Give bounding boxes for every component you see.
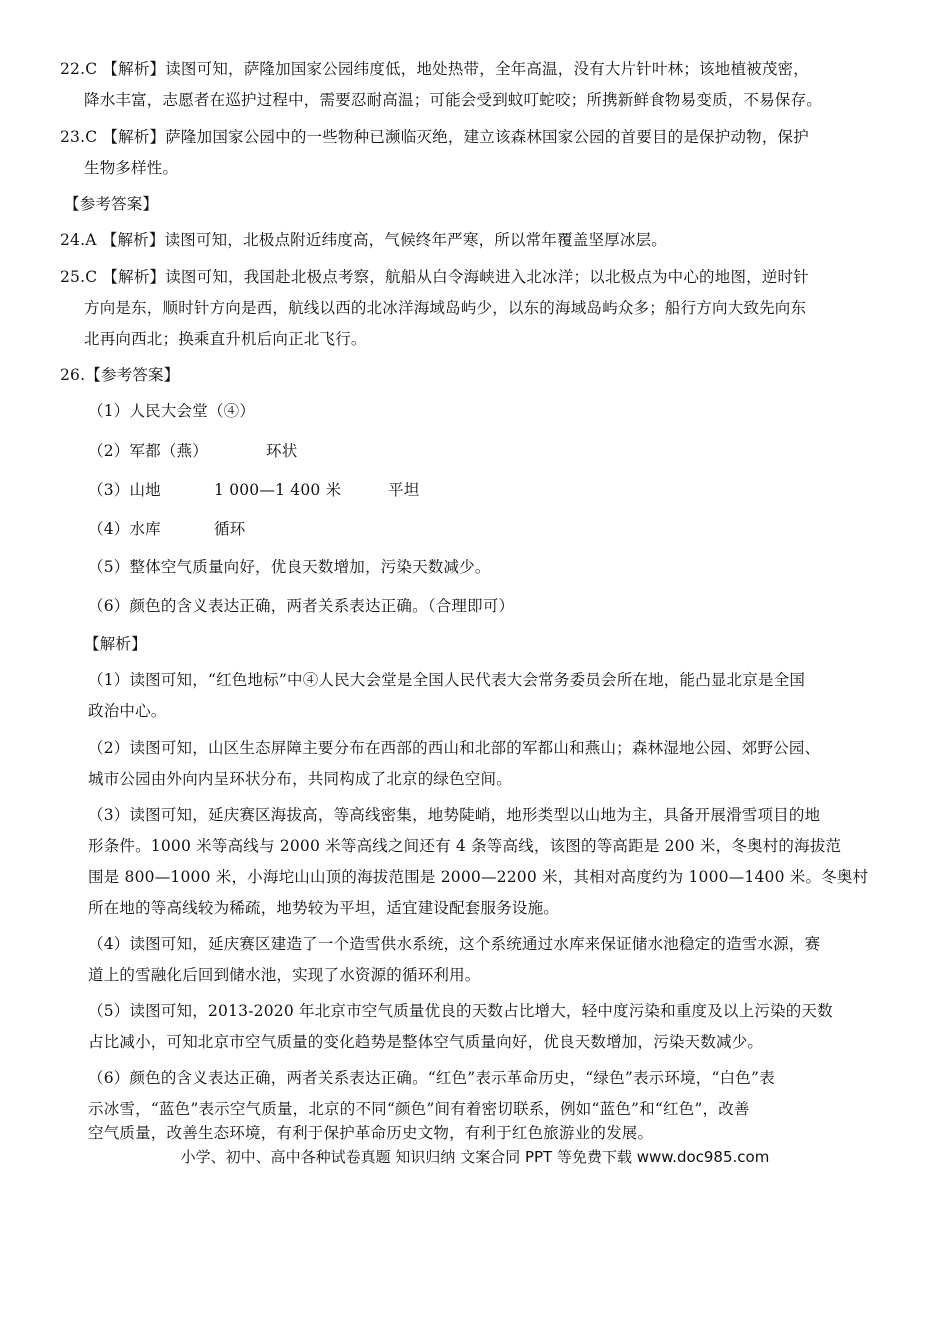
answer-2-part-b: 环状 [266,442,298,460]
analysis-3-line-1: （3）读图可知，延庆赛区海拔高，等高线密集，地势陡峭，地形类型以山地为主，具备开展滑雪项目的地 [88,806,821,824]
footer-banner: 小学、初中、高中各种试卷真题 知识归纳 文案合同 PPT 等免费下载 www.doc985.com [180,1148,770,1166]
analysis-heading: 【解析】 [84,635,147,653]
q25-line-3: 北再向西北；换乘直升机后向正北飞行。 [84,330,367,348]
answer-4 [88,518,246,540]
analysis-3-line-4: 所在地的等高线较为稀疏，地势较为平坦，适宜建设配套服务设施。 [88,899,560,917]
answer-5: （5）整体空气质量向好，优良天数增加，污染天数减少。 [88,558,491,576]
q26-heading: 26.【参考答案】 [60,366,180,384]
analysis-4-line-2: 道上的雪融化后回到储水池，实现了水资源的循环利用。 [88,966,481,984]
answer-3-part-b: 1 000—1 400 米 [214,481,342,499]
analysis-1-line-2: 政治中心。 [88,702,167,720]
q25-line-2: 方向是东，顺时针方向是西，航线以西的北冰洋海域岛屿少，以东的海域岛屿众多；船行方向大致先向东 [84,299,807,317]
q25-line-1: 25.C 【解析】读图可知，我国赴北极点考察，航船从白令海峡进入北冰洋；以北极点为中心的地图，逆时针 [60,268,809,286]
analysis-6-line-1: （6）颜色的含义表达正确，两者关系表达正确。“红色”表示革命历史，“绿色”表示环境，“白色”表 [88,1069,775,1087]
analysis-2-line-2: 城市公园由外向内呈环状分布，共同构成了北京的绿色空间。 [88,770,512,788]
q22-line-2: 降水丰富，志愿者在巡护过程中，需要忍耐高温；可能会受到蚊叮蛇咬；所携新鲜食物易变质，不易保存。 [84,91,822,109]
answer-3-part-a: （3）山地 [88,481,161,499]
answer-1: （1）人民大会堂（④） [88,402,256,420]
answer-3-part-c: 平坦 [388,481,420,499]
analysis-6-line-2: 示冰雪，“蓝色”表示空气质量，北京的不同“颜色”间有着密切联系，例如“蓝色”和“红色”，改善 [88,1100,750,1118]
answer-4-part-b: 循环 [214,520,246,538]
reference-answer-heading: 【参考答案】 [64,195,159,213]
analysis-3-line-2: 形条件。1000 米等高线与 2000 米等高线之间还有 4 条等高线，该图的等高距是 200 米，冬奥村的海拔范 [88,837,842,855]
q23-line-1: 23.C 【解析】萨隆加国家公园中的一些物种已濒临灭绝，建立该森林国家公园的首要目的是保护动物，保护 [60,128,809,146]
analysis-5-line-2: 占比减小，可知北京市空气质量的变化趋势是整体空气质量向好，优良天数增加，污染天数减少。 [88,1033,764,1051]
answer-4-part-a: （4）水库 [88,520,161,538]
q22-line-1: 22.C 【解析】读图可知，萨隆加国家公园纬度低，地处热带，全年高温，没有大片针叶林；该地植被茂密， [60,60,809,78]
answer-6: （6）颜色的含义表达正确，两者关系表达正确。（合理即可） [88,597,515,615]
q23-line-2: 生物多样性。 [84,159,179,177]
analysis-6-line-3: 空气质量，改善生态环境，有利于保护革命历史文物，有利于红色旅游业的发展。 [88,1124,654,1142]
analysis-3-line-3: 围是 800—1000 米，小海坨山山顶的海拔范围是 2000—2200 米，其相对高度约为 1000—1400 米。冬奥村 [88,868,869,886]
q24-line: 24.A 【解析】读图可知，北极点附近纬度高，气候终年严寒，所以常年覆盖坚厚冰层。 [60,231,667,249]
analysis-5-line-1: （5）读图可知，2013-2020 年北京市空气质量优良的天数占比增大，轻中度污染和重度及以上污染的天数 [88,1002,833,1020]
answer-2 [88,440,298,462]
answer-3 [88,479,420,501]
answer-2-part-a: （2）军都（燕） [88,442,208,460]
analysis-1-line-1: （1）读图可知，“红色地标”中④人民大会堂是全国人民代表大会常务委员会所在地，能凸显北京是全国 [88,671,806,689]
analysis-2-line-1: （2）读图可知，山区生态屏障主要分布在西部的西山和北部的军都山和燕山；森林湿地公园、郊野公园、 [88,739,821,757]
analysis-4-line-1: （4）读图可知，延庆赛区建造了一个造雪供水系统，这个系统通过水库来保证储水池稳定的造雪水源，赛 [88,935,821,953]
